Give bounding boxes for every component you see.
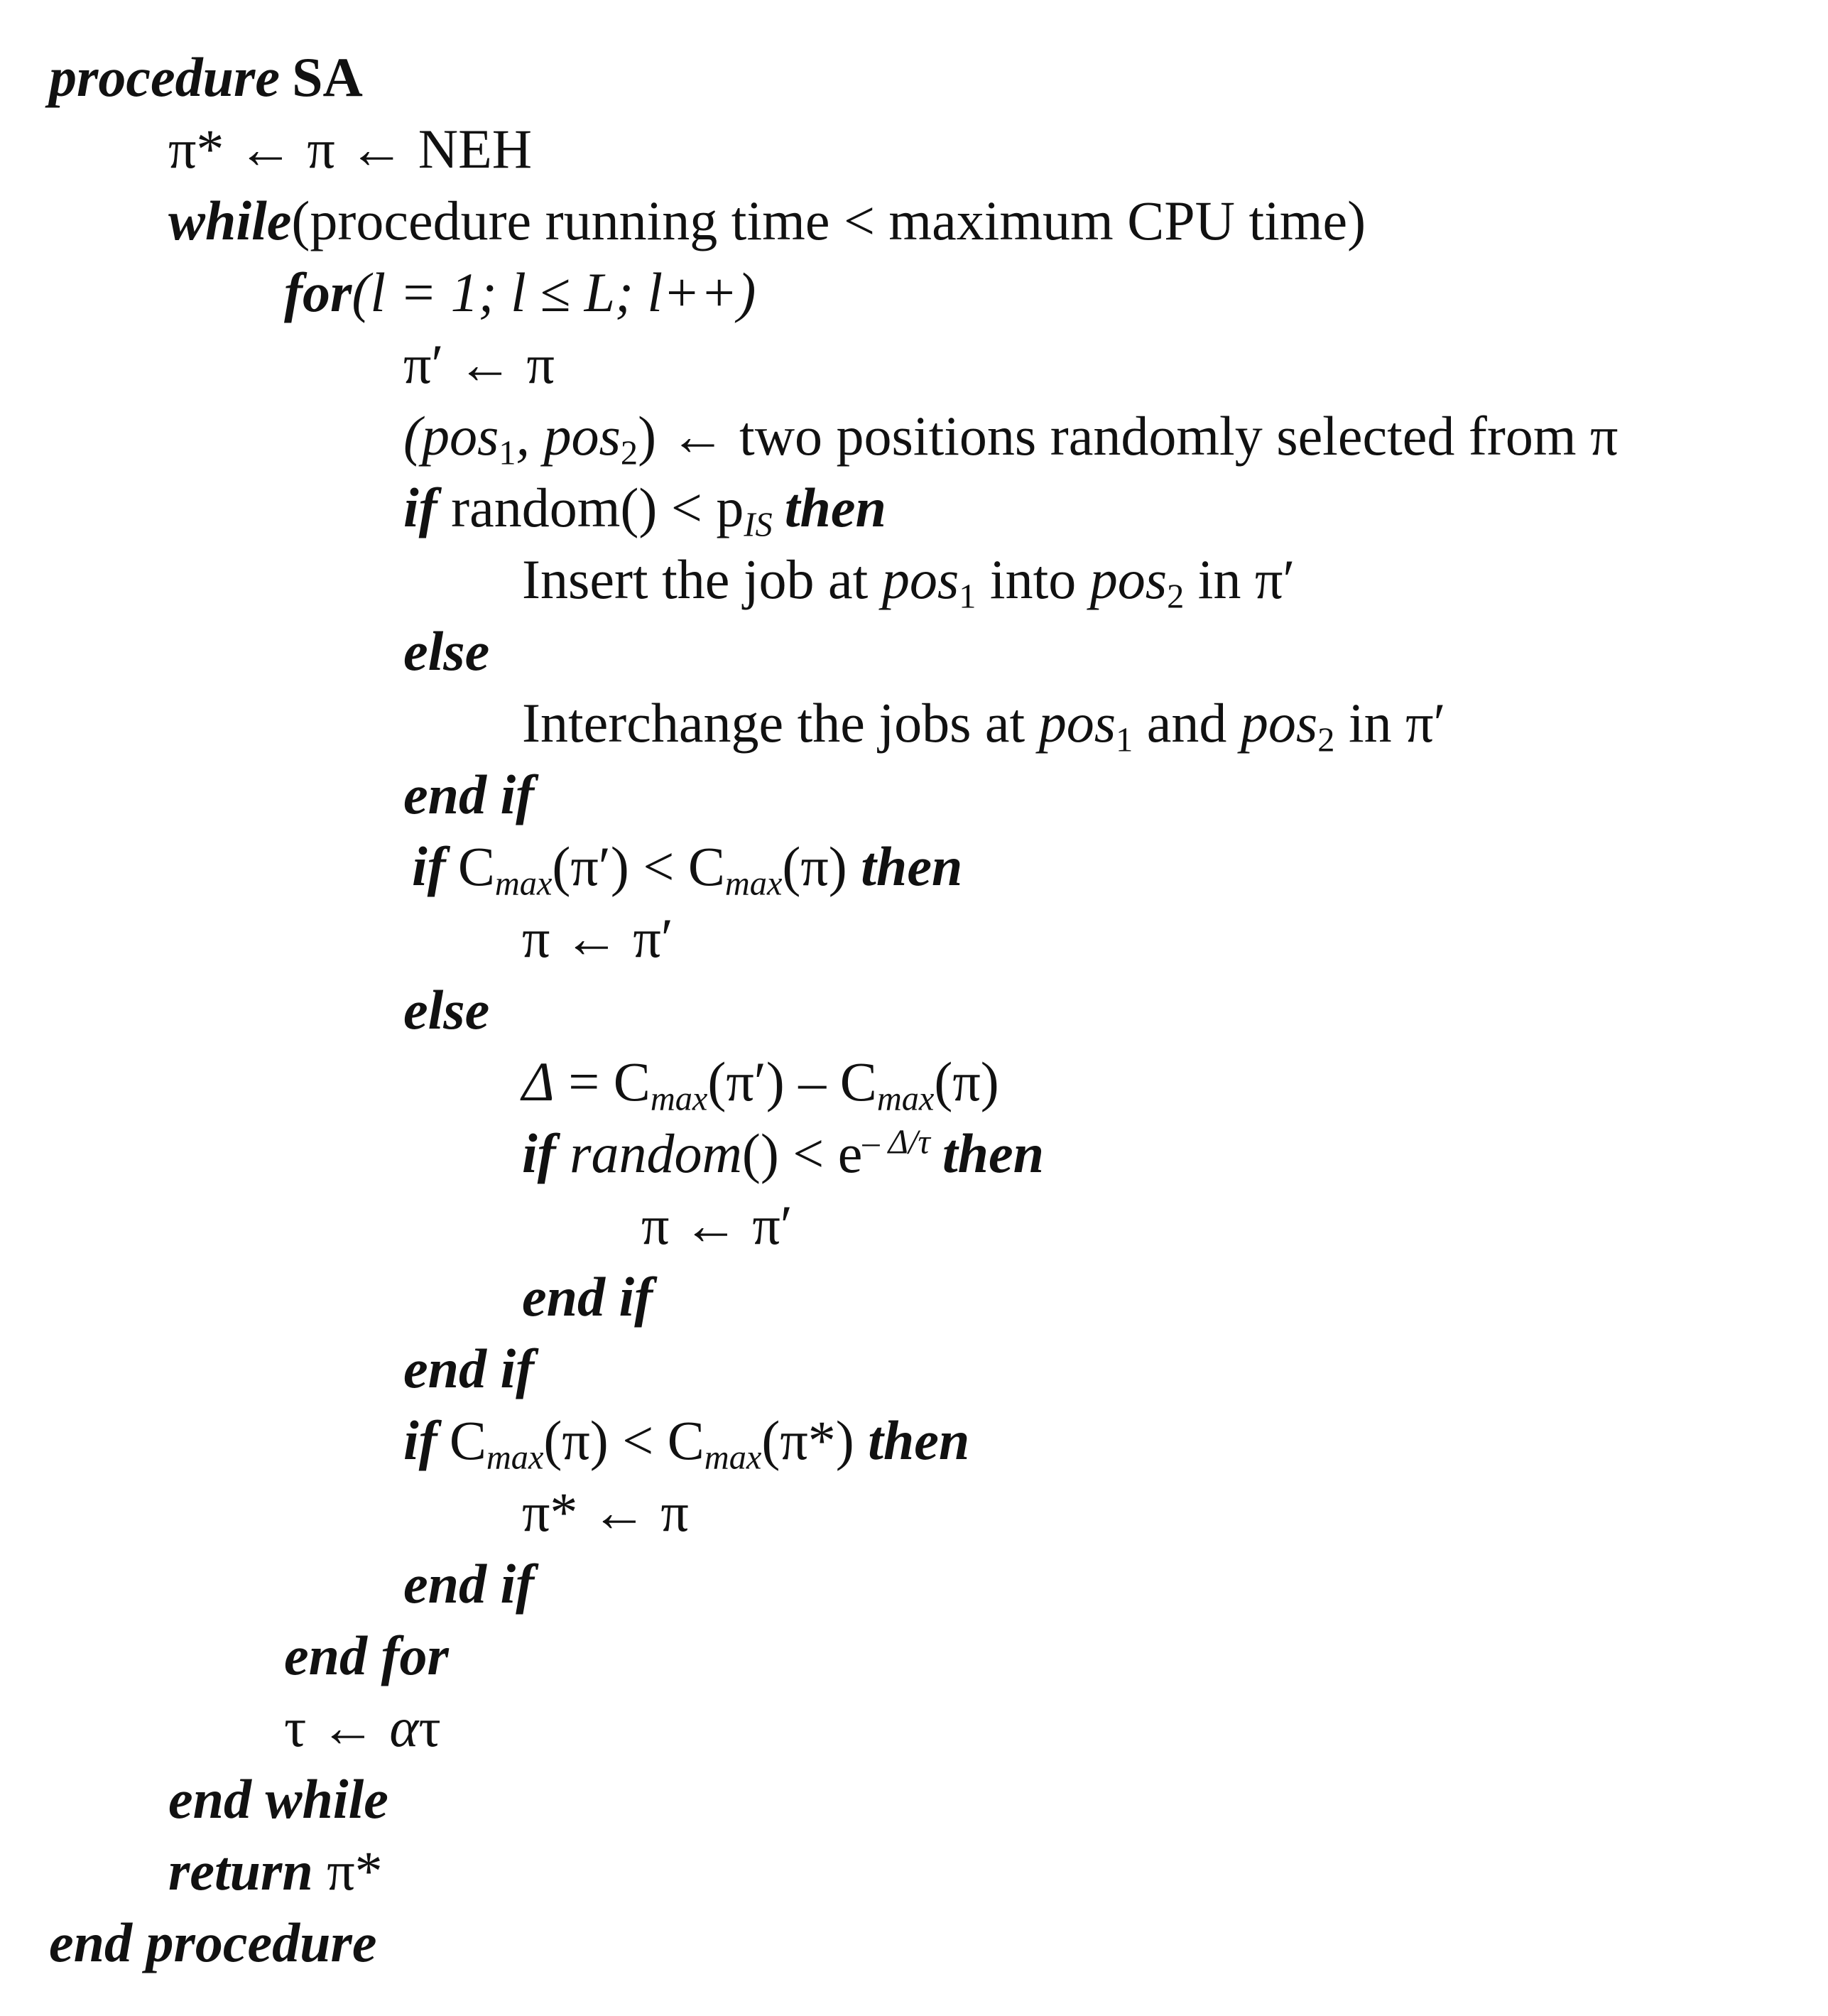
statement-text: π* ← π (522, 1481, 689, 1543)
keyword-while: while (168, 190, 292, 251)
line-end-procedure (49, 1912, 377, 1973)
statement-text: Insert the job at (522, 548, 882, 610)
line-end-if (403, 764, 535, 825)
line-else (403, 620, 490, 682)
statement-text: and (1133, 692, 1241, 754)
keyword-then: then (784, 477, 886, 538)
subscript: max (650, 1080, 708, 1118)
pos-var: pos (1038, 692, 1116, 754)
exponent: – Δ/τ (862, 1123, 930, 1161)
line-if-update-best (403, 1409, 970, 1477)
pos-var: pos (1240, 692, 1318, 754)
line-else (403, 979, 490, 1041)
statement-text: Interchange the jobs at (522, 692, 1039, 754)
random-function: random (555, 1122, 742, 1184)
keyword-end-while: end while (168, 1768, 388, 1830)
subscript: 1 (1116, 721, 1133, 759)
keyword-then: then (861, 835, 963, 897)
statement-text: π′ ← π (403, 333, 555, 395)
pos-var: , pos (516, 405, 621, 467)
line-if-random-pis (403, 477, 886, 544)
delta-symbol: Δ (522, 1051, 555, 1112)
statement-text: π* ← π ← NEH (168, 118, 533, 180)
line-end-for (284, 1625, 449, 1686)
line-update-best (522, 1481, 689, 1543)
line-if-cmax-better (412, 835, 963, 903)
cmax-symbol: C (667, 1409, 704, 1471)
subscript: 1 (959, 578, 976, 616)
keyword-if: if (522, 1122, 556, 1184)
line-end-while (168, 1768, 388, 1830)
line-end-if (522, 1266, 653, 1328)
condition-text: random() < p (437, 477, 744, 538)
line-insert-move (522, 548, 1295, 616)
subscript: 1 (499, 434, 516, 472)
subscript: max (494, 865, 553, 903)
line-return (168, 1840, 383, 1902)
pos-var: pos (1089, 548, 1168, 610)
for-condition: (l = 1; l ≤ L; l++) (352, 261, 756, 323)
subscript: max (876, 1080, 935, 1118)
line-if-metropolis (522, 1122, 1045, 1184)
keyword-if: if (403, 477, 437, 538)
line-procedure-header (49, 46, 363, 108)
return-value: π* (312, 1840, 383, 1902)
procedure-name: SA (292, 46, 363, 108)
cmax-symbol: C (687, 835, 725, 897)
keyword-then: then (942, 1122, 1045, 1184)
statement-text: τ ← (284, 1696, 390, 1758)
keyword-if: if (403, 1409, 437, 1471)
cmax-symbol: C (449, 1409, 486, 1471)
subscript: max (724, 865, 783, 903)
keyword-if: if (412, 835, 446, 897)
statement-text: τ (418, 1696, 441, 1758)
keyword-end-for: end for (284, 1625, 449, 1686)
line-for (284, 261, 756, 323)
keyword-else: else (403, 979, 490, 1041)
subscript: max (704, 1438, 762, 1477)
keyword-else: else (403, 620, 490, 682)
keyword-end-procedure: end procedure (49, 1912, 377, 1973)
statement-text: π ← π′ (641, 1194, 793, 1256)
cmax-symbol: C (457, 835, 495, 897)
keyword-then: then (868, 1409, 970, 1471)
alpha-symbol: α (389, 1696, 419, 1758)
condition-text: (π) (782, 835, 861, 897)
line-while (168, 190, 1366, 251)
condition-text: (π*) (761, 1409, 869, 1471)
keyword-end-if: end if (403, 764, 535, 825)
equals-sign: = (554, 1051, 614, 1112)
line-cooling (284, 1696, 441, 1758)
cmax-symbol: C (613, 1051, 651, 1112)
keyword-for: for (284, 261, 352, 323)
statement-text: ) ← two positions randomly selected from π (638, 405, 1618, 467)
condition-text: () < e (741, 1122, 863, 1184)
while-condition: (procedure running time < maximum CPU time) (291, 190, 1366, 251)
keyword-end-if: end if (403, 1553, 535, 1615)
pos-var: pos (881, 548, 959, 610)
subscript: IS (744, 506, 773, 544)
line-delta (522, 1051, 999, 1118)
statement-text: π ← π′ (522, 907, 673, 969)
expression-text: (π) (934, 1051, 999, 1112)
line-interchange-move (522, 692, 1446, 759)
line-accept-worse (641, 1194, 793, 1256)
statement-text: into (976, 548, 1090, 610)
condition-text: (π) < (543, 1409, 668, 1471)
line-init (168, 118, 533, 180)
keyword-return: return (168, 1840, 313, 1902)
line-select-positions (403, 405, 1618, 472)
pos-var: (pos (403, 405, 499, 467)
condition-text: (π′) < (552, 835, 688, 897)
statement-text: in π′ (1184, 548, 1295, 610)
subscript: max (486, 1438, 544, 1477)
keyword-end-if: end if (403, 1338, 535, 1399)
cmax-symbol: C (839, 1051, 877, 1112)
subscript: 2 (1167, 578, 1185, 616)
line-copy-perm (403, 333, 555, 395)
subscript: 2 (1317, 721, 1335, 759)
statement-text: in π′ (1334, 692, 1446, 754)
keyword-end-if: end if (522, 1266, 653, 1328)
line-end-if (403, 1338, 535, 1399)
expression-text: (π′) – (707, 1051, 840, 1112)
line-end-if (403, 1553, 535, 1615)
line-accept (522, 907, 673, 969)
keyword-procedure: procedure (49, 46, 280, 108)
subscript: 2 (620, 434, 638, 472)
